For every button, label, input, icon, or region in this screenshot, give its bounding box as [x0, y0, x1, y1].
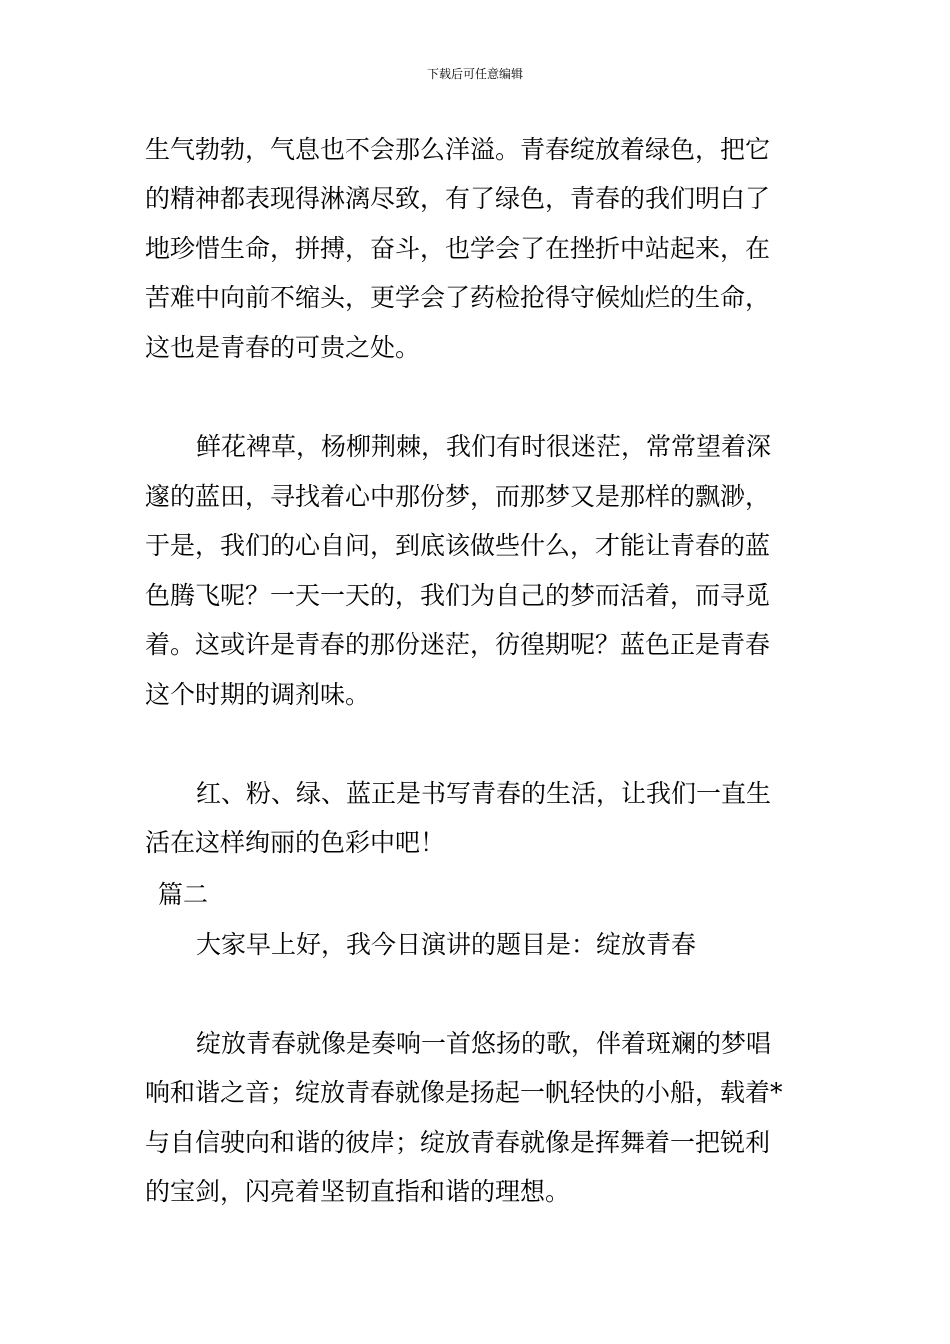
- paragraph-3-line-1: 红、粉、绿、蓝正是书写青春的生活，让我们一直生: [196, 779, 772, 808]
- paragraph-4-line-1: 绽放青春就像是奏响一首悠扬的歌，伴着斑斓的梦唱: [196, 1029, 772, 1058]
- section-title: 篇二: [158, 880, 209, 909]
- paragraph-2-line-5: 着。这或许是青春的那份迷茫，彷徨期呢？蓝色正是青春: [145, 630, 771, 659]
- speech-intro: 大家早上好，我今日演讲的题目是：绽放青春: [196, 930, 697, 959]
- paragraph-1-line-3: 地珍惜生命，拼搏，奋斗，也学会了在挫折中站起来，在: [145, 234, 771, 263]
- paragraph-4-line-2: 响和谐之音；绽放青春就像是扬起一帆轻快的小船，载着*: [145, 1078, 783, 1107]
- paragraph-2-line-3: 于是，我们的心自问，到底该做些什么，才能让青春的蓝: [145, 531, 771, 560]
- paragraph-2-line-6: 这个时期的调剂味。: [145, 680, 371, 709]
- paragraph-1-line-5: 这也是青春的可贵之处。: [145, 333, 421, 362]
- paragraph-2-line-2: 邃的蓝田，寻找着心中那份梦，而那梦又是那样的飘渺，: [145, 482, 771, 511]
- paragraph-2-line-4: 色腾飞呢？一天一天的，我们为自己的梦而活着，而寻觅: [145, 581, 771, 610]
- paragraph-2-line-1: 鲜花裨草，杨柳荆棘，我们有时很迷茫，常常望着深: [196, 432, 772, 461]
- paragraph-1-line-1: 生气勃勃，气息也不会那么洋溢。青春绽放着绿色，把它: [145, 135, 771, 164]
- paragraph-1-line-2: 的精神都表现得淋漓尽致，有了绿色，青春的我们明白了: [145, 184, 771, 213]
- paragraph-4-line-3: 与自信驶向和谐的彼岸；绽放青春就像是挥舞着一把锐利: [145, 1128, 771, 1157]
- page-header: 下载后可任意编辑: [426, 67, 523, 81]
- paragraph-1-line-4: 苦难中向前不缩头，更学会了药检抢得守候灿烂的生命，: [145, 283, 771, 312]
- paragraph-4-line-4: 的宝剑，闪亮着坚韧直指和谐的理想。: [145, 1177, 571, 1206]
- paragraph-3-line-2: 活在这样绚丽的色彩中吧！: [145, 828, 446, 857]
